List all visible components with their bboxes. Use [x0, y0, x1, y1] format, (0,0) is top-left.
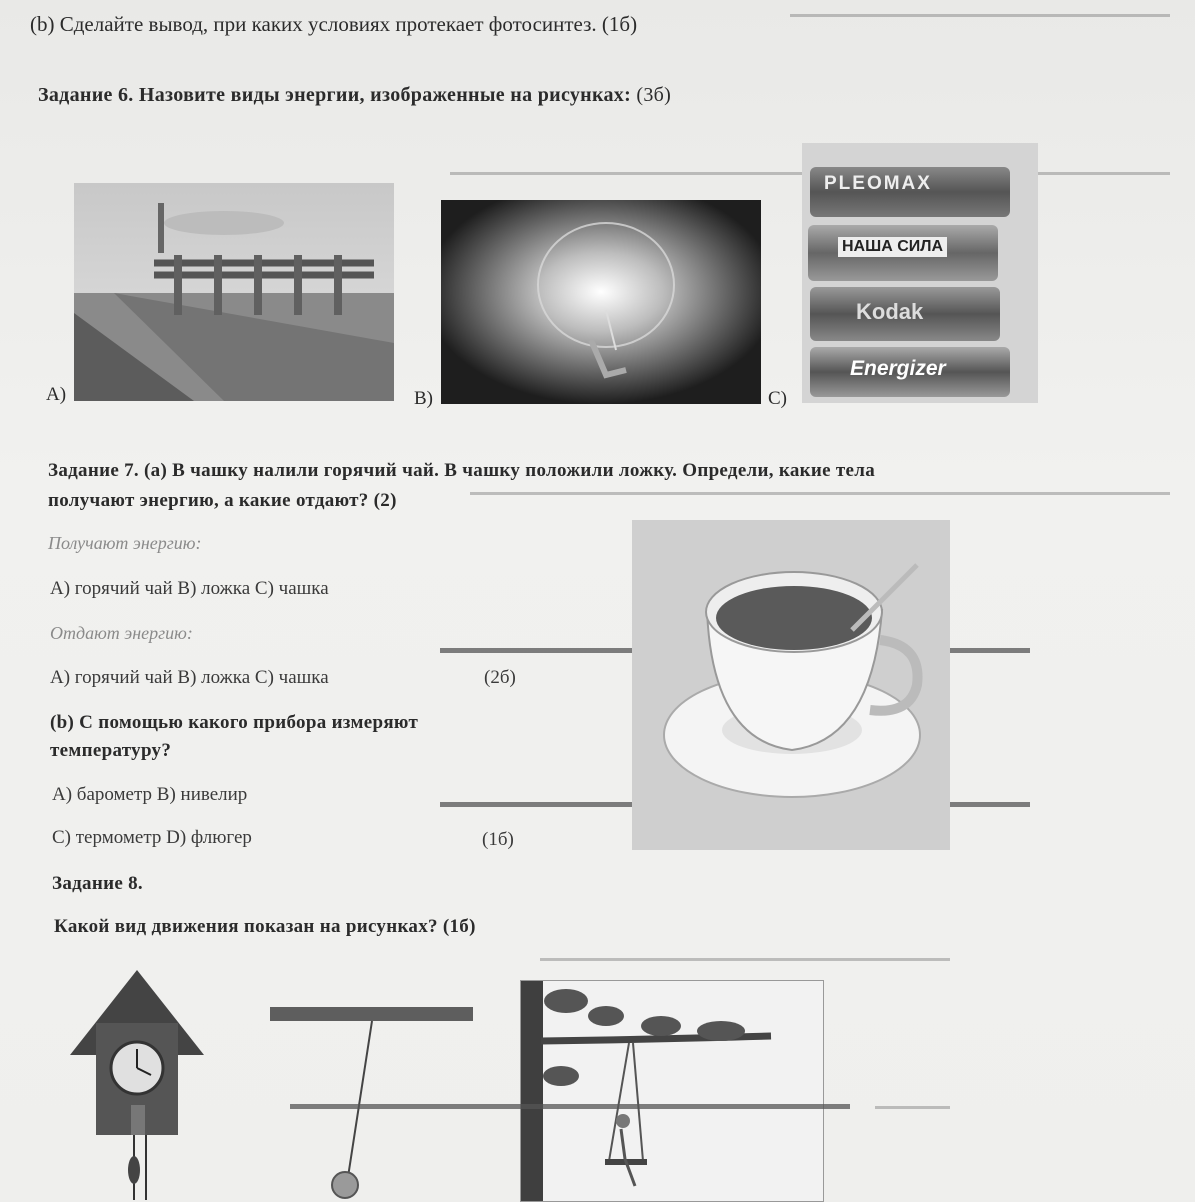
scan-artifact	[290, 1104, 850, 1109]
industrial-pipes-image	[74, 183, 394, 401]
label-c: C)	[768, 388, 787, 409]
battery-brand-3: Kodak	[856, 299, 924, 324]
scan-artifact	[470, 492, 1170, 495]
battery-2	[808, 225, 998, 281]
swing-image	[520, 980, 824, 1202]
label-a: A)	[46, 384, 67, 405]
battery-brand-4: Energizer	[850, 357, 946, 380]
light-bulb-image	[441, 200, 761, 404]
task8-title: Задание 8.	[52, 873, 143, 894]
pendulum-image	[268, 1005, 478, 1200]
receive-options: А) горячий чай В) ложка С) чашка	[50, 578, 329, 599]
task7b-options-1: А) барометр В) нивелир	[52, 784, 248, 805]
give-points: (2б)	[484, 667, 516, 688]
battery-brand-2: НАША СИЛА	[838, 237, 947, 257]
task7b-points: (1б)	[482, 829, 514, 850]
give-options: А) горячий чай В) ложка С) чашка	[50, 667, 329, 688]
battery-3	[810, 287, 1000, 341]
task6-title-text: Задание 6. Назовите виды энергии, изображенные на рисунках:	[38, 84, 632, 106]
scan-artifact	[540, 958, 950, 961]
task7b-line1: (b) С помощью какого прибора измеряют	[50, 712, 419, 733]
scan-artifact	[790, 14, 1170, 17]
task6-points: (3б)	[636, 84, 672, 106]
receive-label: Получают энергию:	[48, 533, 202, 553]
batteries-image	[802, 143, 1038, 403]
battery-brand-1: PLEOMAX	[824, 173, 932, 194]
tea-cup-image	[632, 520, 950, 850]
header-line: (b) Сделайте вывод, при каких условиях протекает фотосинтез. (1б)	[30, 12, 638, 36]
task8-question: Какой вид движения показан на рисунках? (1б)	[54, 916, 476, 937]
give-label: Отдают энергию:	[50, 623, 193, 643]
task7b-options-2: С) термометр D) флюгер	[52, 827, 252, 848]
cuckoo-clock-image	[62, 965, 212, 1200]
label-b: B)	[414, 388, 433, 409]
battery-1	[810, 167, 1010, 217]
scan-artifact	[875, 1106, 950, 1109]
task7-title-line1: Задание 7. (а) В чашку налили горячий чай. В чашку положили ложку. Определи, какие тела	[48, 460, 876, 481]
battery-4	[810, 347, 1010, 397]
task7b-line2: температуру?	[50, 740, 172, 761]
task6-title	[38, 84, 671, 107]
task7-title-line2: получают энергию, а какие отдают? (2)	[48, 490, 397, 511]
